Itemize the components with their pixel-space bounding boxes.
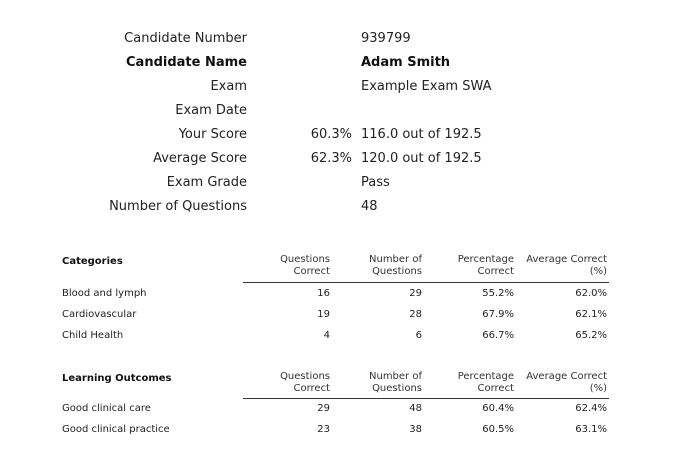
questions-correct-cell: 29 xyxy=(317,403,330,414)
number-of-questions-cell: 29 xyxy=(409,288,422,299)
number-of-questions-cell: 48 xyxy=(409,403,422,414)
exam-label: Exam xyxy=(210,79,247,94)
number-of-questions-header: Number of Questions xyxy=(369,254,422,277)
percentage-correct-header: Percentage Correct xyxy=(457,371,514,394)
percentage-correct-cell: 55.2% xyxy=(482,288,514,299)
percentage-correct-cell: 67.9% xyxy=(482,309,514,320)
table-row xyxy=(0,308,687,322)
questions-correct-cell: 19 xyxy=(317,309,330,320)
candidate-name-value: Adam Smith xyxy=(361,55,451,70)
category-name: Child Health xyxy=(62,330,124,341)
your-score-label: Your Score xyxy=(178,127,247,142)
questions-correct-header: Questions Correct xyxy=(280,371,330,394)
number-of-questions-cell: 28 xyxy=(409,309,422,320)
your-score-value: 116.0 out of 192.5 xyxy=(361,127,482,142)
questions-correct-cell: 16 xyxy=(317,288,330,299)
candidate-number-row xyxy=(0,29,687,49)
exam-value: Example Exam SWA xyxy=(361,79,492,94)
exam-grade-label: Exam Grade xyxy=(166,175,247,190)
average-correct-cell: 62.1% xyxy=(575,309,607,320)
average-correct-cell: 62.4% xyxy=(575,403,607,414)
categories-title: Categories xyxy=(62,256,123,267)
learning-outcomes-header-rule xyxy=(243,398,609,399)
average-score-value: 120.0 out of 192.5 xyxy=(361,151,482,166)
percentage-correct-header: Percentage Correct xyxy=(457,254,514,277)
average-correct-cell: 65.2% xyxy=(575,330,607,341)
average-score-row xyxy=(0,149,687,169)
average-correct-header: Average Correct (%) xyxy=(526,371,607,394)
questions-correct-cell: 4 xyxy=(323,330,330,341)
table-row xyxy=(0,329,687,343)
exam-row xyxy=(0,77,687,97)
average-correct-cell: 63.1% xyxy=(575,424,607,435)
number-of-questions-cell: 38 xyxy=(409,424,422,435)
average-score-percent: 62.3% xyxy=(310,151,352,166)
outcome-name: Good clinical care xyxy=(62,403,151,414)
questions-correct-cell: 23 xyxy=(317,424,330,435)
table-row xyxy=(0,287,687,301)
number-of-questions-row xyxy=(0,197,687,217)
categories-table-header xyxy=(0,254,687,282)
candidate-name-row xyxy=(0,53,687,73)
percentage-correct-cell: 60.4% xyxy=(482,403,514,414)
candidate-number-label: Candidate Number xyxy=(124,31,247,46)
table-row xyxy=(0,423,687,437)
categories-header-rule xyxy=(243,282,609,283)
candidate-name-label: Candidate Name xyxy=(126,55,247,70)
your-score-row xyxy=(0,125,687,145)
category-name: Cardiovascular xyxy=(62,309,137,320)
your-score-percent: 60.3% xyxy=(310,127,352,142)
learning-outcomes-table-header xyxy=(0,371,687,399)
category-name: Blood and lymph xyxy=(62,288,147,299)
questions-correct-header: Questions Correct xyxy=(280,254,330,277)
average-correct-cell: 62.0% xyxy=(575,288,607,299)
table-row xyxy=(0,402,687,416)
number-of-questions-value: 48 xyxy=(361,199,378,214)
outcome-name: Good clinical practice xyxy=(62,424,170,435)
average-score-label: Average Score xyxy=(153,151,247,166)
average-correct-header: Average Correct (%) xyxy=(526,254,607,277)
exam-grade-row xyxy=(0,173,687,193)
exam-grade-value: Pass xyxy=(361,175,390,190)
exam-date-row xyxy=(0,101,687,121)
percentage-correct-cell: 60.5% xyxy=(482,424,514,435)
learning-outcomes-title: Learning Outcomes xyxy=(62,373,172,384)
number-of-questions-label: Number of Questions xyxy=(109,199,247,214)
percentage-correct-cell: 66.7% xyxy=(482,330,514,341)
candidate-number-value: 939799 xyxy=(361,31,411,46)
number-of-questions-header: Number of Questions xyxy=(369,371,422,394)
number-of-questions-cell: 6 xyxy=(415,330,422,341)
exam-date-label: Exam Date xyxy=(175,103,247,118)
